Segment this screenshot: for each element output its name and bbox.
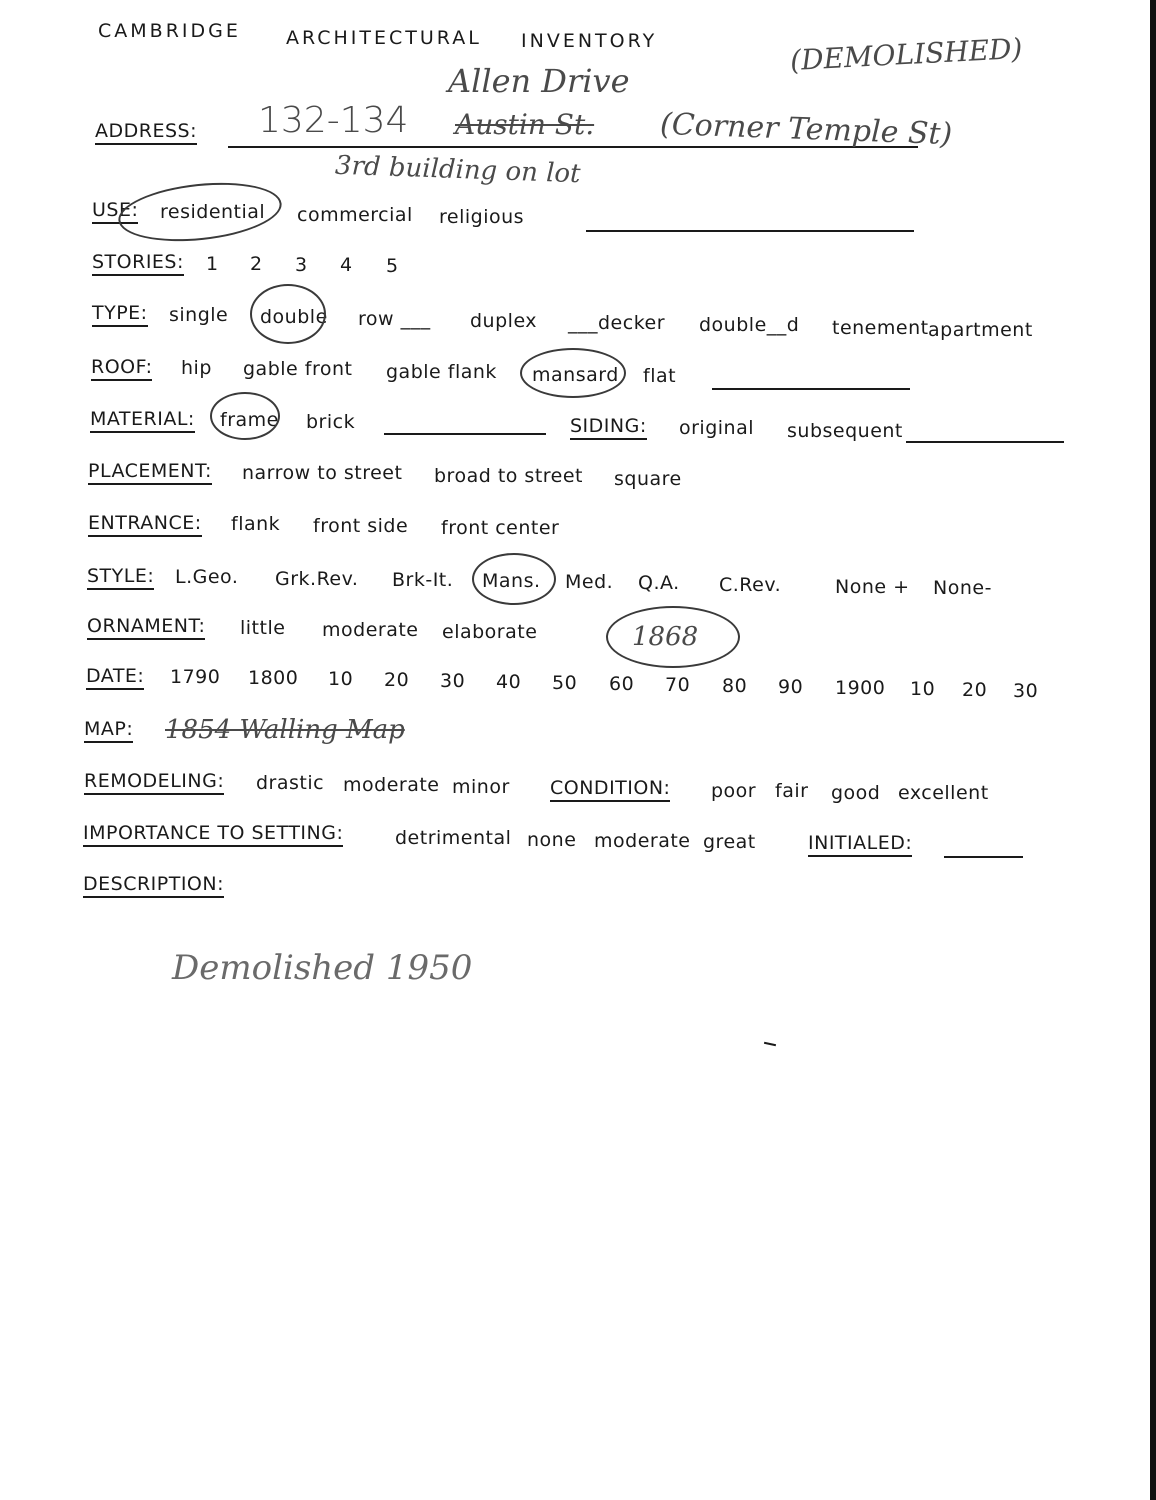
header-title-inventory: INVENTORY bbox=[521, 30, 658, 52]
map-label bbox=[84, 718, 133, 740]
condition-label-text: CONDITION: bbox=[550, 777, 670, 802]
placement-label-text: PLACEMENT: bbox=[88, 460, 212, 485]
remodeling-label bbox=[84, 770, 224, 792]
date-label bbox=[86, 665, 144, 687]
use-other-rule bbox=[586, 230, 914, 232]
roof-other-rule bbox=[712, 388, 910, 390]
placement-label bbox=[88, 460, 212, 482]
use-option-residential: residential bbox=[160, 201, 266, 223]
style-selection-circle bbox=[472, 553, 556, 605]
date-option-1860: 60 bbox=[609, 673, 635, 695]
importance-option-none: none bbox=[527, 829, 577, 851]
material-option-brick: brick bbox=[306, 411, 356, 433]
stories-option-5: 5 bbox=[386, 255, 399, 277]
condition-option-good: good bbox=[831, 782, 881, 804]
importance-label-text: IMPORTANCE TO SETTING: bbox=[83, 822, 343, 847]
roof-option-gable-flank: gable flank bbox=[386, 361, 497, 383]
type-label bbox=[92, 302, 148, 324]
ornament-option-moderate: moderate bbox=[322, 619, 419, 641]
use-label-text: USE: bbox=[92, 199, 138, 224]
stories-option-1: 1 bbox=[206, 253, 219, 275]
remodeling-option-moderate: moderate bbox=[343, 774, 440, 796]
entrance-label-text: ENTRANCE: bbox=[88, 512, 202, 537]
date-option-1900: 1900 bbox=[835, 677, 886, 699]
style-label bbox=[87, 565, 154, 587]
address-number: 132-134 bbox=[258, 100, 409, 141]
type-option-row: row ___ bbox=[358, 308, 431, 330]
type-option-decker: ___decker bbox=[568, 312, 666, 334]
importance-option-detrimental: detrimental bbox=[395, 827, 512, 849]
date-handwritten: 1868 bbox=[632, 622, 699, 652]
header-title-cambridge: CAMBRIDGE bbox=[98, 20, 241, 42]
date-option-1800: 1800 bbox=[248, 667, 299, 689]
style-option-qa: Q.A. bbox=[638, 572, 680, 594]
siding-option-original: original bbox=[679, 417, 755, 439]
description-label-text: DESCRIPTION: bbox=[83, 873, 224, 898]
stories-option-4: 4 bbox=[340, 254, 353, 276]
placement-option-square: square bbox=[614, 468, 682, 490]
address-corner: (Corner Temple St) bbox=[659, 106, 953, 153]
map-handwritten: 1854 Walling Map bbox=[165, 715, 405, 745]
date-option-1850: 50 bbox=[552, 672, 578, 694]
style-option-none-minus: None- bbox=[933, 577, 992, 599]
type-option-double-decker: double__d bbox=[699, 314, 800, 336]
date-option-1870: 70 bbox=[665, 674, 691, 696]
style-option-mans: Mans. bbox=[482, 570, 541, 592]
style-option-lgeo: L.Geo. bbox=[175, 566, 239, 588]
date-option-1790: 1790 bbox=[170, 666, 221, 688]
roof-label bbox=[91, 356, 152, 378]
address-label-text: ADDRESS: bbox=[95, 120, 197, 145]
type-option-duplex: duplex bbox=[470, 310, 538, 332]
date-selection-circle bbox=[606, 606, 740, 668]
date-option-1820: 20 bbox=[384, 669, 410, 691]
ornament-label-text: ORNAMENT: bbox=[87, 615, 205, 640]
stories-label-text: STORIES: bbox=[92, 251, 184, 276]
address-label bbox=[95, 120, 197, 142]
map-label-text: MAP: bbox=[84, 718, 133, 743]
importance-label bbox=[83, 822, 343, 844]
use-selection-circle bbox=[116, 176, 285, 249]
roof-option-mansard: mansard bbox=[532, 364, 619, 386]
address-street-old: Austin St. bbox=[455, 108, 595, 141]
stray-mark bbox=[764, 1042, 776, 1046]
roof-selection-circle bbox=[520, 348, 626, 398]
remodeling-option-minor: minor bbox=[452, 776, 510, 798]
entrance-label bbox=[88, 512, 202, 534]
address-note: 3rd building on lot bbox=[334, 150, 582, 190]
scan-edge bbox=[1150, 0, 1156, 1500]
demolished-note: (DEMOLISHED) bbox=[789, 31, 1024, 78]
description-label bbox=[83, 873, 224, 895]
type-option-tenement: tenement bbox=[832, 317, 929, 339]
use-option-commercial: commercial bbox=[297, 204, 413, 226]
placement-option-narrow: narrow to street bbox=[242, 462, 403, 484]
stories-option-3: 3 bbox=[295, 254, 308, 276]
type-option-apartment: apartment bbox=[928, 319, 1033, 341]
entrance-option-front-center: front center bbox=[441, 517, 560, 539]
material-selection-circle bbox=[210, 392, 280, 440]
siding-other-rule bbox=[906, 441, 1064, 443]
entrance-option-flank: flank bbox=[231, 513, 281, 535]
placement-option-broad: broad to street bbox=[434, 465, 584, 487]
condition-option-fair: fair bbox=[775, 780, 809, 802]
material-label bbox=[90, 408, 195, 430]
style-option-grkrev: Grk.Rev. bbox=[275, 568, 359, 590]
ornament-option-little: little bbox=[240, 617, 286, 639]
stories-option-2: 2 bbox=[250, 253, 263, 275]
roof-option-flat: flat bbox=[643, 365, 677, 387]
date-option-1830: 30 bbox=[440, 670, 466, 692]
date-option-1920: 20 bbox=[962, 679, 988, 701]
initialed-label bbox=[808, 832, 912, 854]
type-label-text: TYPE: bbox=[92, 302, 148, 327]
style-option-crev: C.Rev. bbox=[719, 574, 782, 596]
ornament-option-elaborate: elaborate bbox=[442, 621, 538, 643]
header-title-architectural: ARCHITECTURAL bbox=[286, 27, 482, 49]
siding-label-text: SIDING: bbox=[570, 415, 647, 440]
siding-label bbox=[570, 415, 647, 437]
material-other-rule bbox=[384, 433, 546, 435]
style-option-brkit: Brk-It. bbox=[392, 569, 454, 591]
importance-option-moderate: moderate bbox=[594, 830, 691, 852]
date-option-1910: 10 bbox=[910, 678, 936, 700]
type-selection-circle bbox=[250, 284, 326, 344]
style-option-none-plus: None + bbox=[835, 576, 910, 598]
material-label-text: MATERIAL: bbox=[90, 408, 195, 433]
date-option-1890: 90 bbox=[778, 676, 804, 698]
material-option-frame: frame bbox=[220, 409, 279, 431]
roof-label-text: ROOF: bbox=[91, 356, 152, 381]
ornament-label bbox=[87, 615, 205, 637]
date-option-1810: 10 bbox=[328, 668, 354, 690]
importance-option-great: great bbox=[703, 831, 756, 853]
date-option-1930: 30 bbox=[1013, 680, 1039, 702]
date-option-1840: 40 bbox=[496, 671, 522, 693]
style-option-med: Med. bbox=[565, 571, 614, 593]
date-option-1880: 80 bbox=[722, 675, 748, 697]
type-option-single: single bbox=[169, 304, 229, 326]
stories-label bbox=[92, 251, 184, 273]
address-street-new: Allen Drive bbox=[448, 62, 630, 100]
roof-option-hip: hip bbox=[181, 357, 212, 379]
description-handwritten: Demolished 1950 bbox=[172, 948, 473, 988]
condition-label bbox=[550, 777, 670, 799]
siding-option-subsequent: subsequent bbox=[787, 420, 903, 442]
style-label-text: STYLE: bbox=[87, 565, 154, 590]
date-label-text: DATE: bbox=[86, 665, 144, 690]
type-option-double: double bbox=[260, 306, 328, 328]
condition-option-poor: poor bbox=[711, 780, 757, 802]
use-option-religious: religious bbox=[439, 206, 525, 228]
roof-option-gable-front: gable front bbox=[243, 358, 353, 380]
remodeling-option-drastic: drastic bbox=[256, 772, 325, 794]
initialed-label-text: INITIALED: bbox=[808, 832, 912, 857]
initialed-rule bbox=[944, 856, 1023, 858]
condition-option-excellent: excellent bbox=[898, 782, 989, 804]
entrance-option-front-side: front side bbox=[313, 515, 409, 537]
remodeling-label-text: REMODELING: bbox=[84, 770, 224, 795]
